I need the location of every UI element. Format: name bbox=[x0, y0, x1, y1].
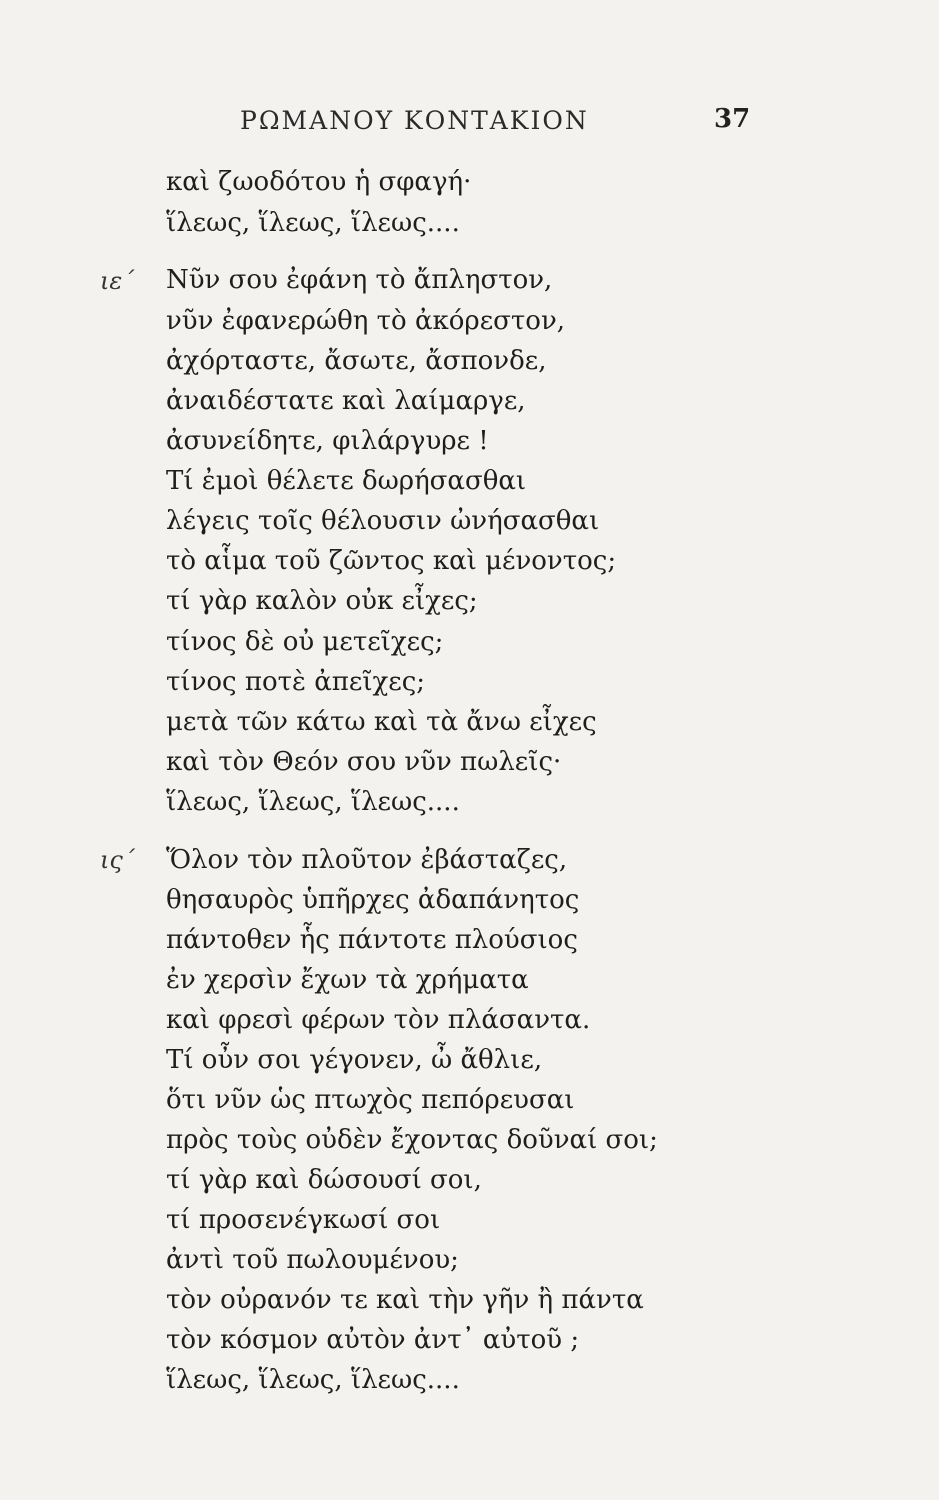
stanza-15-line: ἀχόρταστε, ἄσωτε, ἄσπονδε, bbox=[166, 346, 547, 376]
stanza-15-line: νῦν ἐφανερώθη τὸ ἀκόρεστον, bbox=[166, 306, 566, 336]
running-header-title: ΡΩΜΑΝΟΥ ΚΟΝΤΑΚΙΟΝ bbox=[240, 106, 589, 135]
stanza-15-line: λέγεις τοῖς θέλουσιν ὠνήσασθαι bbox=[166, 506, 600, 536]
stanza-16-line: πρὸς τοὺς οὐδὲν ἔχοντας δοῦναί σοι; bbox=[166, 1125, 658, 1155]
stanza-16-line: ἵλεως, ἵλεως, ἵλεως.... bbox=[166, 1365, 460, 1395]
stanza-16-line: θησαυρὸς ὑπῆρχες ἀδαπάνητος bbox=[166, 885, 580, 915]
stanza-16-line: τὸν οὐρανόν τε καὶ τὴν γῆν ἢ πάντα bbox=[166, 1285, 644, 1315]
stanza-number-15: ιε´ bbox=[100, 267, 135, 295]
stanza-15-line: τί γὰρ καλὸν οὐκ εἶχες; bbox=[166, 586, 478, 616]
stanza-16-line: Ὅλον τὸν πλοῦτον ἐβάσταζες, bbox=[166, 845, 568, 875]
stanza-number-16: ις´ bbox=[100, 846, 135, 874]
stanza-15-line: τίνος ποτὲ ἀπεῖχες; bbox=[166, 667, 426, 697]
stanza-15-line: ἵλεως, ἵλεως, ἵλεως.... bbox=[166, 787, 460, 817]
stanza-16-line: ἀντὶ τοῦ πωλουμένου; bbox=[166, 1245, 459, 1275]
stanza-15-line: ἀναιδέστατε καὶ λαίμαργε, bbox=[166, 386, 526, 416]
stanza-16-line: τί γὰρ καὶ δώσουσί σοι, bbox=[166, 1165, 482, 1195]
stanza-16-line: ὅτι νῦν ὡς πτωχὸς πεπόρευσαι bbox=[166, 1085, 575, 1115]
stanza-15-line: ἀσυνείδητε, φιλάργυρε ! bbox=[166, 426, 489, 456]
stanza-15-line: τίνος δὲ οὐ μετεῖχες; bbox=[166, 627, 444, 657]
stanza-16-line: τί προσενέγκωσί σοι bbox=[166, 1205, 441, 1235]
stanza-16-line: Τί οὖν σοι γέγονεν, ὦ ἄθλιε, bbox=[166, 1045, 543, 1075]
stanza-15-line: τὸ αἷμα τοῦ ζῶντος καὶ μένοντος; bbox=[166, 546, 617, 576]
stanza-15-line: Νῦν σου ἐφάνη τὸ ἄπληστον, bbox=[166, 265, 553, 295]
intro-line: ἵλεως, ἵλεως, ἵλεως.... bbox=[166, 208, 460, 238]
page-number: 37 bbox=[714, 104, 751, 134]
intro-line: καὶ ζωοδότου ἡ σφαγή· bbox=[166, 167, 472, 197]
stanza-16-line: τὸν κόσμον αὐτὸν ἀντ᾽ αὐτοῦ ; bbox=[166, 1325, 580, 1355]
stanza-15-line: Τί ἐμοὶ θέλετε δωρήσασθαι bbox=[166, 466, 527, 496]
stanza-15-line: καὶ τὸν Θεόν σου νῦν πωλεῖς· bbox=[166, 747, 562, 777]
stanza-16-line: καὶ φρεσὶ φέρων τὸν πλάσαντα. bbox=[166, 1005, 591, 1035]
stanza-15-line: μετὰ τῶν κάτω καὶ τὰ ἄνω εἶχες bbox=[166, 707, 597, 737]
stanza-16-line: πάντοθεν ἧς πάντοτε πλούσιος bbox=[166, 925, 578, 955]
stanza-16-line: ἐν χερσὶν ἔχων τὰ χρήματα bbox=[166, 965, 529, 995]
